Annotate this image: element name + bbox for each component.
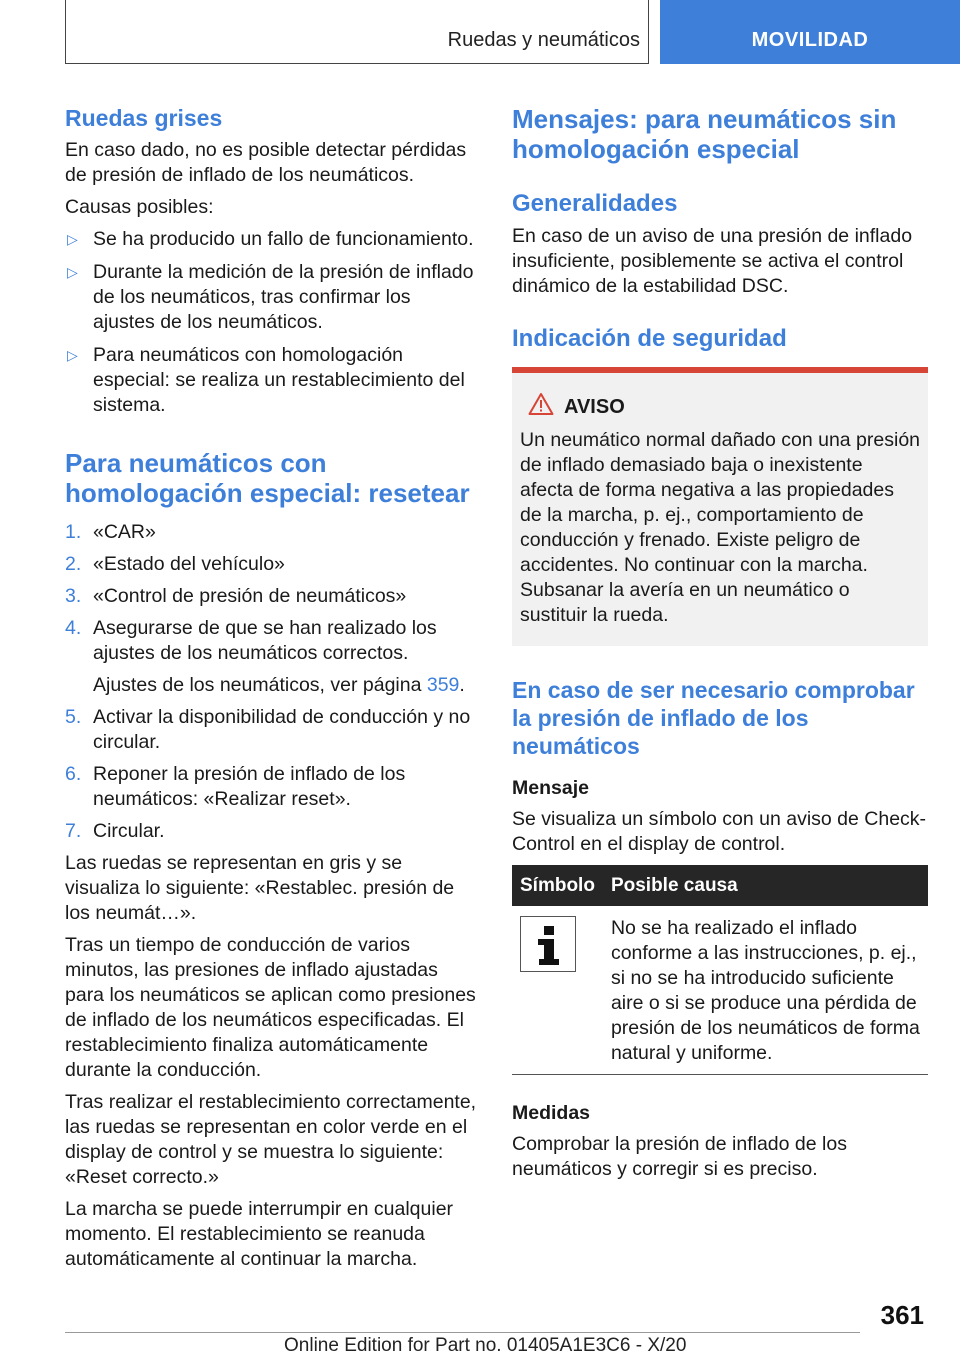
step-number: 6. [65, 763, 82, 785]
table-header-cause: Posible causa [603, 865, 928, 906]
cause-item [65, 260, 477, 335]
paragraph-gray-intro: En caso dado, no es posible detectar pérdidas de presión de inflado de los neumáticos. [65, 139, 467, 186]
warning-triangle-icon [528, 392, 554, 416]
table-row [512, 906, 928, 1075]
page-link[interactable]: 359 [426, 674, 460, 696]
step-text: Circular. [93, 820, 165, 842]
step-text: «Estado del vehículo» [93, 553, 285, 575]
triangle-bullet-icon: ▷ [67, 264, 78, 280]
step-item [65, 705, 477, 755]
step-text: Reponer la presión de inflado de los neumáticos: «Realizar reset». [93, 763, 406, 810]
warning-title [520, 395, 920, 420]
step-item [65, 520, 477, 545]
paragraph-interrupt: La marcha se puede interrumpir en cualquier momento. El restablecimiento se reanuda automáticamente al continuar la marcha. [65, 1198, 454, 1270]
heading-reset: Para neumáticos con homologación especial: resetear [65, 448, 470, 508]
cause-text: Se ha producido un fallo de funcionamiento. [93, 228, 474, 250]
chapter-tab-label: MOVILIDAD [751, 29, 869, 51]
paragraph-after-reset: Tras realizar el restablecimiento correctamente, las ruedas se representan en color verde en el display de control y se muestra lo siguiente: «Reset correcto.» [65, 1091, 477, 1188]
cause-item [65, 227, 477, 252]
heading-general: Generalidades [512, 190, 678, 217]
warning-title-text: AVISO [564, 396, 625, 418]
cause-text: Para neumáticos con homologación especial: se realiza un restablecimiento del sistema. [93, 344, 465, 416]
step-text: Asegurarse de que se han realizado los ajustes de los neumáticos correctos. [93, 617, 437, 664]
step-text: «Control de presión de neumáticos» [93, 585, 407, 607]
warning-text: Un neumático normal dañado con una presión de inflado demasiado baja o inexistente afecta de forma negativa a las propiedades de la marcha, p. ej., comportamiento de conducción y frenado. Existe peligro de accidentes. No continuar con la marcha. Subsanar la avería en un neumático o sustituir la rueda. [520, 429, 921, 626]
cause-text: Durante la medición de la presión de inflado de los neumáticos, tras confirmar los ajustes de los neumáticos. [93, 261, 474, 333]
triangle-bullet-icon: ▷ [67, 231, 78, 247]
step-number: 7. [65, 820, 82, 842]
table-header-row [512, 865, 928, 906]
paragraph-after-drive: Tras un tiempo de conducción de varios minutos, las presiones de inflado ajustadas para los neumáticos se aplican como presiones de inflado de los neumáticos especificadas. El restablecimiento finaliza automáticamente durante la conducción. [65, 934, 476, 1081]
heading-messages: Mensajes: para neumáticos sin homologación especial [512, 104, 897, 164]
cause-item [65, 343, 477, 418]
step-item [65, 762, 477, 812]
heading-check-pressure: En caso de ser necesario comprobar la presión de inflado de los neumáticos [512, 677, 915, 759]
step-number: 3. [65, 585, 82, 607]
warning-box [512, 367, 928, 646]
paragraph-gray-shown: Las ruedas se representan en gris y se visualiza lo siguiente: «Restablec. presión de los neumát…». [65, 852, 455, 924]
subheading-message: Mensaje [512, 777, 589, 799]
paragraph-causes: Causas posibles: [65, 196, 214, 218]
chapter-tab[interactable] [660, 0, 960, 64]
heading-gray-wheels: Ruedas grises [65, 105, 223, 131]
footer-edition: Online Edition for Part no. 01405A1E3C6 - X/20 [284, 1335, 687, 1356]
heading-safety: Indicación de seguridad [512, 325, 787, 352]
header-box [65, 0, 649, 64]
page-number: 361 [880, 1300, 924, 1330]
table-cell-symbol [512, 906, 603, 1075]
step-text: Activar la disponibilidad de conducción y no circular. [93, 706, 471, 753]
step-item [65, 552, 477, 577]
step-text: «CAR» [93, 521, 156, 543]
table-header-symbol: Símbolo [512, 865, 603, 906]
step-item [65, 819, 477, 844]
step-number: 5. [65, 706, 82, 728]
step-number: 4. [65, 617, 82, 639]
left-column [65, 100, 477, 1279]
step-note-text: Ajustes de los neumáticos, ver página [93, 674, 422, 696]
subheading-measures: Medidas [512, 1102, 591, 1124]
step-number: 2. [65, 553, 82, 575]
right-column [512, 100, 928, 1189]
section-title: Ruedas y neumáticos [447, 29, 640, 51]
paragraph-measures: Comprobar la presión de inflado de los neumáticos y corregir si es preciso. [512, 1133, 847, 1180]
step-number: 1. [65, 521, 82, 543]
paragraph-message: Se visualiza un símbolo con un aviso de Check-Control en el display de control. [512, 808, 927, 855]
step-item [65, 584, 477, 609]
paragraph-general: En caso de un aviso de una presión de inflado insuficiente, posiblemente se activa el control dinámico de la estabilidad DSC. [512, 225, 913, 297]
step-item [65, 616, 477, 666]
symbol-table [512, 865, 928, 1075]
table-cell-cause: No se ha realizado el inflado conforme a las instrucciones, p. ej., si no se ha introducido suficiente aire o si se produce una pérdida de presión de los neumáticos de forma natural y uniforme. [603, 906, 928, 1075]
triangle-bullet-icon: ▷ [67, 347, 78, 363]
step-note: Ajustes de los neumáticos, ver página 359. [93, 674, 465, 696]
footer-divider [65, 1332, 860, 1333]
info-icon [520, 916, 576, 972]
